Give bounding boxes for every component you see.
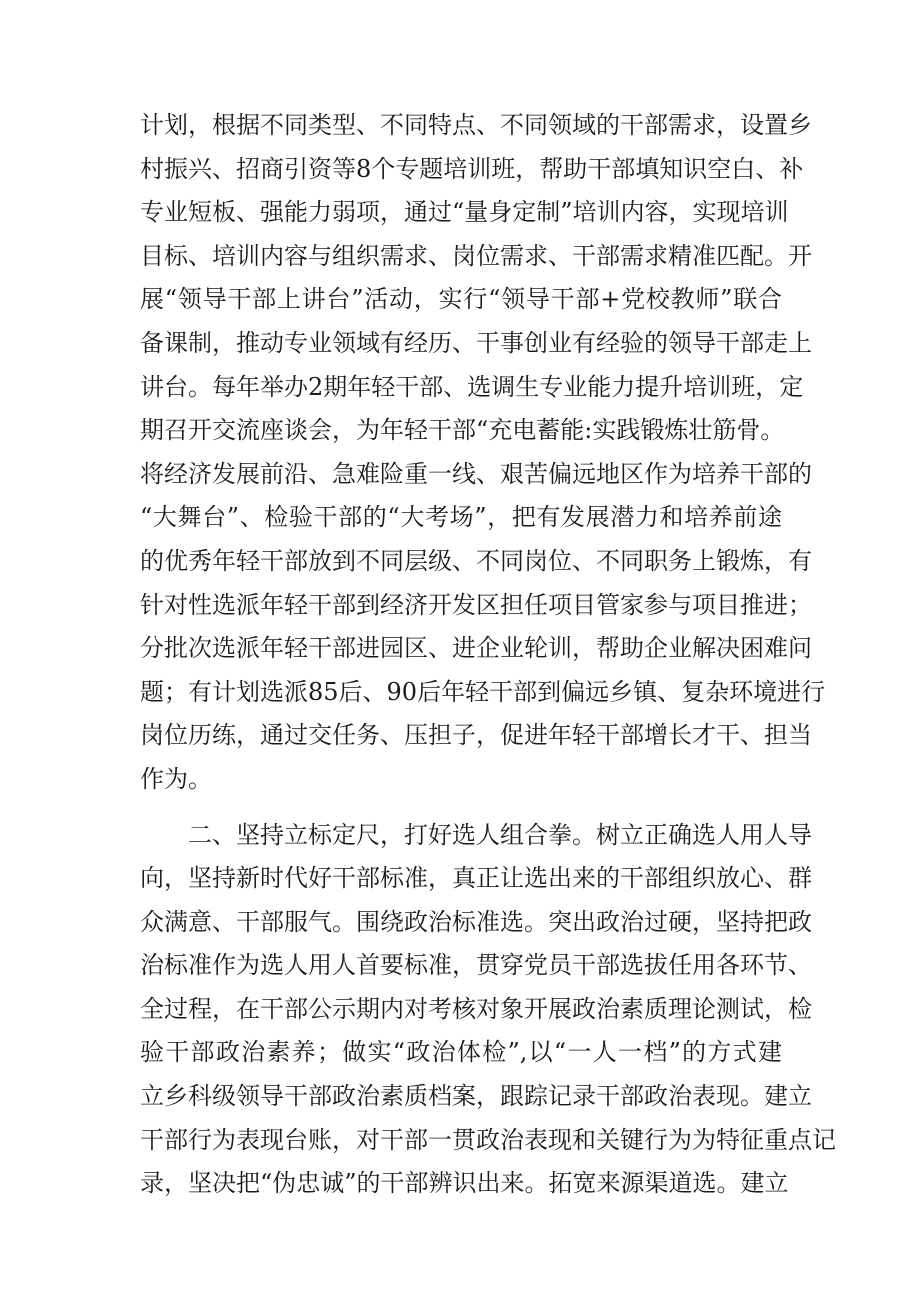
text-line: 录，坚决把“伪忠诚”的干部辨识出来。拓宽来源渠道选。建立 [140, 1169, 789, 1198]
paragraph-selection [140, 814, 836, 1206]
text-line: 备课制，推动专业领域有经历、干事创业有经验的领导干部走上 [140, 328, 812, 357]
text-line: 专业短板、强能力弱项，通过“量身定制”培训内容，实现培训 [140, 198, 789, 227]
text-line: “大舞台”、检验干部的“大考场”，把有发展潜力和培养前途 [140, 503, 782, 532]
text-line: 二、坚持立标定尺，打好选人组合拳。树立正确选人用人导 [140, 820, 812, 849]
text-line: 治标准作为选人用人首要标准，贯穿党员干部选拔任用各环节、 [140, 951, 812, 980]
text-line: 题；有计划选派85后、90后年轻干部到偏远乡镇、复杂环境进行 [140, 677, 826, 706]
text-line: 期召开交流座谈会，为年轻干部“充电蓄能:实践锻炼壮筋骨。 [140, 416, 785, 445]
text-line: 计划，根据不同类型、不同特点、不同领域的干部需求，设置乡 [140, 111, 812, 139]
text-line: 立乡科级领导干部政治素质档案，跟踪记录干部政治表现。建立 [140, 1082, 812, 1111]
paragraph-spacer [140, 802, 782, 814]
text-line: 岗位历练，通过交任务、压担子，促进年轻干部增长才干、担当 [140, 721, 812, 750]
text-line: 针对性选派年轻干部到经济开发区担任项目管家参与项目推进； [140, 590, 812, 619]
document-body [140, 104, 836, 1206]
text-line: 众满意、干部服气。围绕政治标准选。突出政治过硬，坚持把政 [140, 907, 812, 936]
text-line: 干部行为表现台账，对干部一贯政治表现和关键行为为特征重点记 [140, 1125, 836, 1154]
text-line: 讲台。每年举办2期年轻干部、选调生专业能力提升培训班，定 [140, 372, 804, 401]
text-line: 目标、培训内容与组织需求、岗位需求、干部需求精准匹配。开 [140, 241, 812, 270]
text-line: 将经济发展前沿、急难险重一线、艰苦偏远地区作为培养干部的 [140, 459, 812, 488]
text-line: 作为。 [140, 764, 212, 793]
text-line: 分批次选派年轻干部进园区、进企业轮训，帮助企业解决困难问 [140, 634, 812, 663]
text-line: 村振兴、招商引资等8个专题培训班，帮助干部填知识空白、补 [140, 154, 804, 183]
text-line: 展“领导干部上讲台”活动，实行“领导干部+党校教师”联合 [140, 285, 782, 314]
text-line: 全过程，在干部公示期内对考核对象开展政治素质理论测试，检 [140, 994, 812, 1023]
paragraph-training [140, 104, 826, 802]
text-line: 的优秀年轻干部放到不同层级、不同岗位、不同职务上锻炼，有 [140, 546, 812, 575]
text-line: 向，坚持新时代好干部标准，真正让选出来的干部组织放心、群 [140, 864, 812, 893]
text-line: 验干部政治素养；做实“政治体检”,以“一人一档”的方式建 [140, 1038, 782, 1067]
